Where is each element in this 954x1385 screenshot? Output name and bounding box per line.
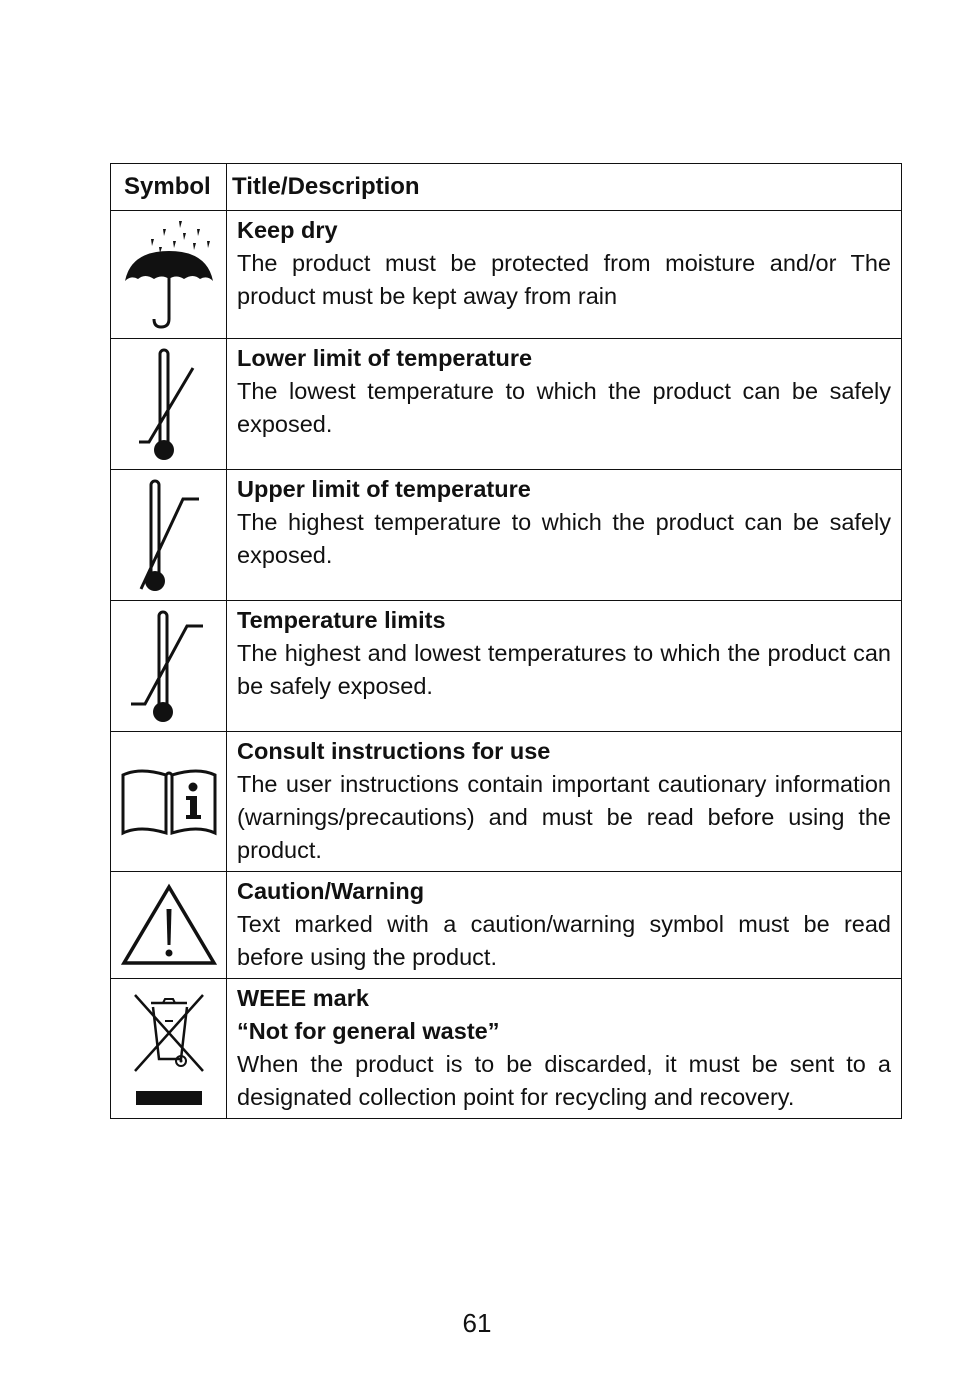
row-title: Caution/Warning: [237, 878, 425, 904]
row-description: The lowest temperature to which the product can be safely exposed.: [237, 378, 891, 437]
row-title: Temperature limits: [237, 607, 446, 633]
description-cell: [227, 732, 902, 872]
row-description: The product must be protected from moisture and/or The product must be kept away from rain: [237, 250, 891, 309]
warning-triangle-icon: [121, 883, 217, 967]
description-cell: [227, 872, 902, 979]
row-description: The user instructions contain important cautionary information (warnings/precautions) and must be read before using the product.: [237, 771, 891, 863]
row-title: WEEE mark: [237, 985, 369, 1011]
description-cell: [227, 601, 902, 732]
thermometer-lower-limit-icon: [129, 346, 209, 462]
symbol-cell: [111, 470, 227, 601]
thermometer-upper-limit-icon: [129, 477, 209, 593]
row-title: Upper limit of temperature: [237, 476, 531, 502]
description-cell: [227, 979, 902, 1119]
header-description: Title/Description: [227, 164, 902, 211]
symbol-cell: [111, 211, 227, 339]
table-row: [111, 872, 902, 979]
instruction-book-icon: [120, 765, 218, 839]
row-description: When the product is to be discarded, it must be sent to a designated collection point for recycling and recovery.: [237, 1051, 891, 1110]
symbols-table: [110, 163, 902, 1119]
table-row: [111, 211, 902, 339]
symbol-cell: [111, 601, 227, 732]
table-header-row: [111, 164, 902, 211]
table-row: [111, 732, 902, 872]
symbol-cell: [111, 979, 227, 1119]
table-row: [111, 979, 902, 1119]
symbol-cell: [111, 732, 227, 872]
symbol-cell: [111, 339, 227, 470]
row-title: Lower limit of temperature: [237, 345, 533, 371]
symbol-cell: [111, 872, 227, 979]
row-subtitle: “Not for general waste”: [237, 1018, 500, 1044]
row-description: Text marked with a caution/warning symbol must be read before using the product.: [237, 911, 891, 970]
umbrella-rain-icon: [121, 219, 217, 331]
table-row: [111, 470, 902, 601]
row-title: Consult instructions for use: [237, 738, 551, 764]
table-row: [111, 601, 902, 732]
crossed-bin-icon: [129, 991, 209, 1107]
thermometer-limits-icon: [127, 608, 211, 724]
page-number: 61: [462, 1308, 492, 1338]
row-description: The highest temperature to which the product can be safely exposed.: [237, 509, 891, 568]
header-symbol: Symbol: [111, 164, 227, 211]
row-title: Keep dry: [237, 217, 338, 243]
description-cell: [227, 470, 902, 601]
table-row: [111, 339, 902, 470]
description-cell: [227, 339, 902, 470]
description-cell: [227, 211, 902, 339]
row-description: The highest and lowest temperatures to which the product can be safely exposed.: [237, 640, 891, 699]
